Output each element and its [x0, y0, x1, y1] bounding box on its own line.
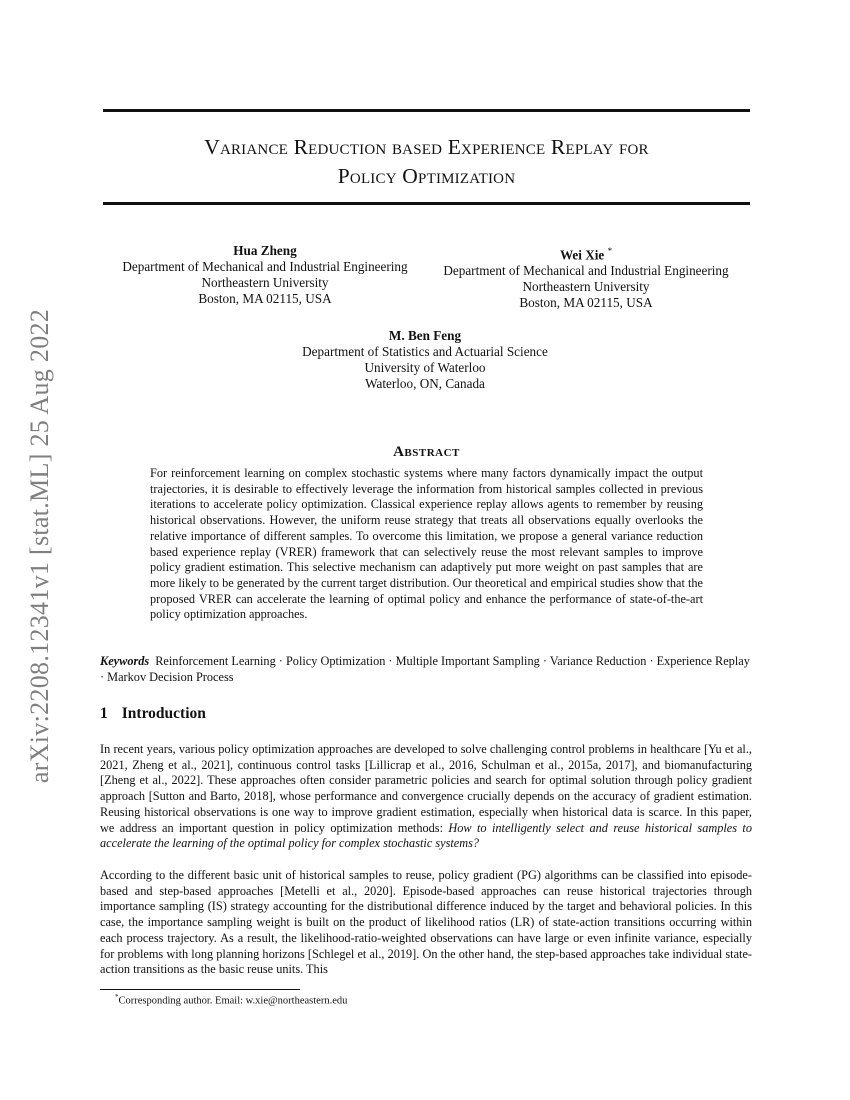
author-location: Boston, MA 02115, USA — [198, 291, 332, 306]
keywords-label: Keywords — [100, 654, 150, 668]
title-line-1: Variance Reduction based Experience Replay for — [204, 135, 649, 159]
footnote-text: Corresponding author. Email: w.xie@northeastern.edu — [118, 995, 348, 1007]
keywords — [100, 654, 752, 685]
author-institution: Northeastern University — [201, 275, 329, 290]
keywords-list: Reinforcement Learning · Policy Optimization · Multiple Important Sampling · Variance Reduction · Experience Replay · Markov Decision Process — [100, 654, 750, 684]
footnote — [115, 991, 347, 1008]
paper-title — [103, 133, 750, 191]
intro-paragraph-1: In recent years, various policy optimization approaches are developed to solve challenging control problems in healthcare [Yu et al., 2021, Zheng et al., 2021], continuous control tasks [Lillicrap et al., 2016, Schulman et al., 2015a, 2017], and biomanufacturing [Zheng et al., 2022]. These approaches often consider parametric policies and search for optimal solution through policy gradient approach [Sutton and Barto, 2018], whose performance and convergence crucially depends on the accuracy of gradient estimation. Reusing historical observations is one way to improve gradient estimation, especially when historical data is scarce. In this paper, we address an important question in policy optimization methods: How to intelligently select and reuse historical samples to accelerate the learning of the optimal policy for complex stochastic systems? — [100, 742, 752, 851]
section-heading — [100, 705, 206, 723]
arxiv-identifier: arXiv:2208.12341v1 [stat.ML] 25 Aug 2022 — [25, 308, 54, 784]
title-bottom-rule — [103, 202, 750, 205]
author-location: Waterloo, ON, Canada — [365, 376, 485, 391]
footnote-rule — [100, 989, 300, 990]
section-title: Introduction — [121, 705, 206, 722]
author-block-1 — [100, 243, 430, 307]
intro-paragraph-2: According to the different basic unit of historical samples to reuse, policy gradient (PG) algorithms can be classified into episode-based and step-based approaches [Metelli et al., 2020]. Episode-based approaches can reuse historical trajectories through importance sampling (IS) strategy accounting for the distributional difference induced by the target and behavioral policies. In this case, the importance sampling weight is built on the product of likelihood ratios (LR) of state-action transitions occurring within each process trajectory. As a result, the likelihood-ratio-weighted observations can have large or even infinite variance, especially for problems with long planning horizons [Schlegel et al., 2019]. On the other hand, the step-based approaches take individual state-action transitions as the basic reuse units. This — [100, 868, 752, 977]
author-location: Boston, MA 02115, USA — [519, 295, 653, 311]
corresponding-mark: * — [607, 246, 613, 256]
author-institution: Northeastern University — [522, 279, 650, 295]
title-top-rule — [103, 109, 750, 112]
author-name: M. Ben Feng — [388, 328, 462, 343]
author-block-3 — [260, 328, 590, 392]
research-question: How to intelligently select and reuse historical samples to accelerate the learning of the optimal policy for complex stochastic systems? — [100, 820, 752, 851]
author-name: Hua Zheng — [233, 243, 297, 258]
section-number: 1 — [100, 705, 108, 722]
author-department: Department of Mechanical and Industrial Engineering — [443, 263, 729, 279]
author-institution: University of Waterloo — [364, 360, 486, 375]
author-department: Department of Statistics and Actuarial Science — [302, 344, 548, 359]
abstract-text: For reinforcement learning on complex stochastic systems where many factors dynamically impact the output trajectories, it is desirable to effectively leverage the information from historical samples collected in previous iterations to accelerate policy optimization. Classical experience replay allows agents to remember by reusing historical observations. However, the uniform reuse strategy that treats all observations equally overlooks the relative importance of different samples. To overcome this limitation, we propose a general variance reduction based experience replay (VRER) framework that can selectively reuse the most relevant samples to improve policy gradient estimation. This selective mechanism can adaptively put more weight on past samples that are more likely to be generated by the current target distribution. Our theoretical and empirical studies show that the proposed VRER can accelerate the learning of optimal policy and enhance the performance of state-of-the-art policy optimization approaches. — [150, 466, 703, 622]
author-department: Department of Mechanical and Industrial Engineering — [122, 259, 408, 274]
title-line-2: Policy Optimization — [337, 164, 516, 188]
author-name: Wei Xie * — [559, 246, 613, 263]
arxiv-side-stamp — [20, 288, 60, 804]
abstract-heading: Abstract — [393, 444, 460, 460]
footnote-mark: * — [115, 993, 119, 1001]
author-block-2 — [421, 243, 751, 311]
